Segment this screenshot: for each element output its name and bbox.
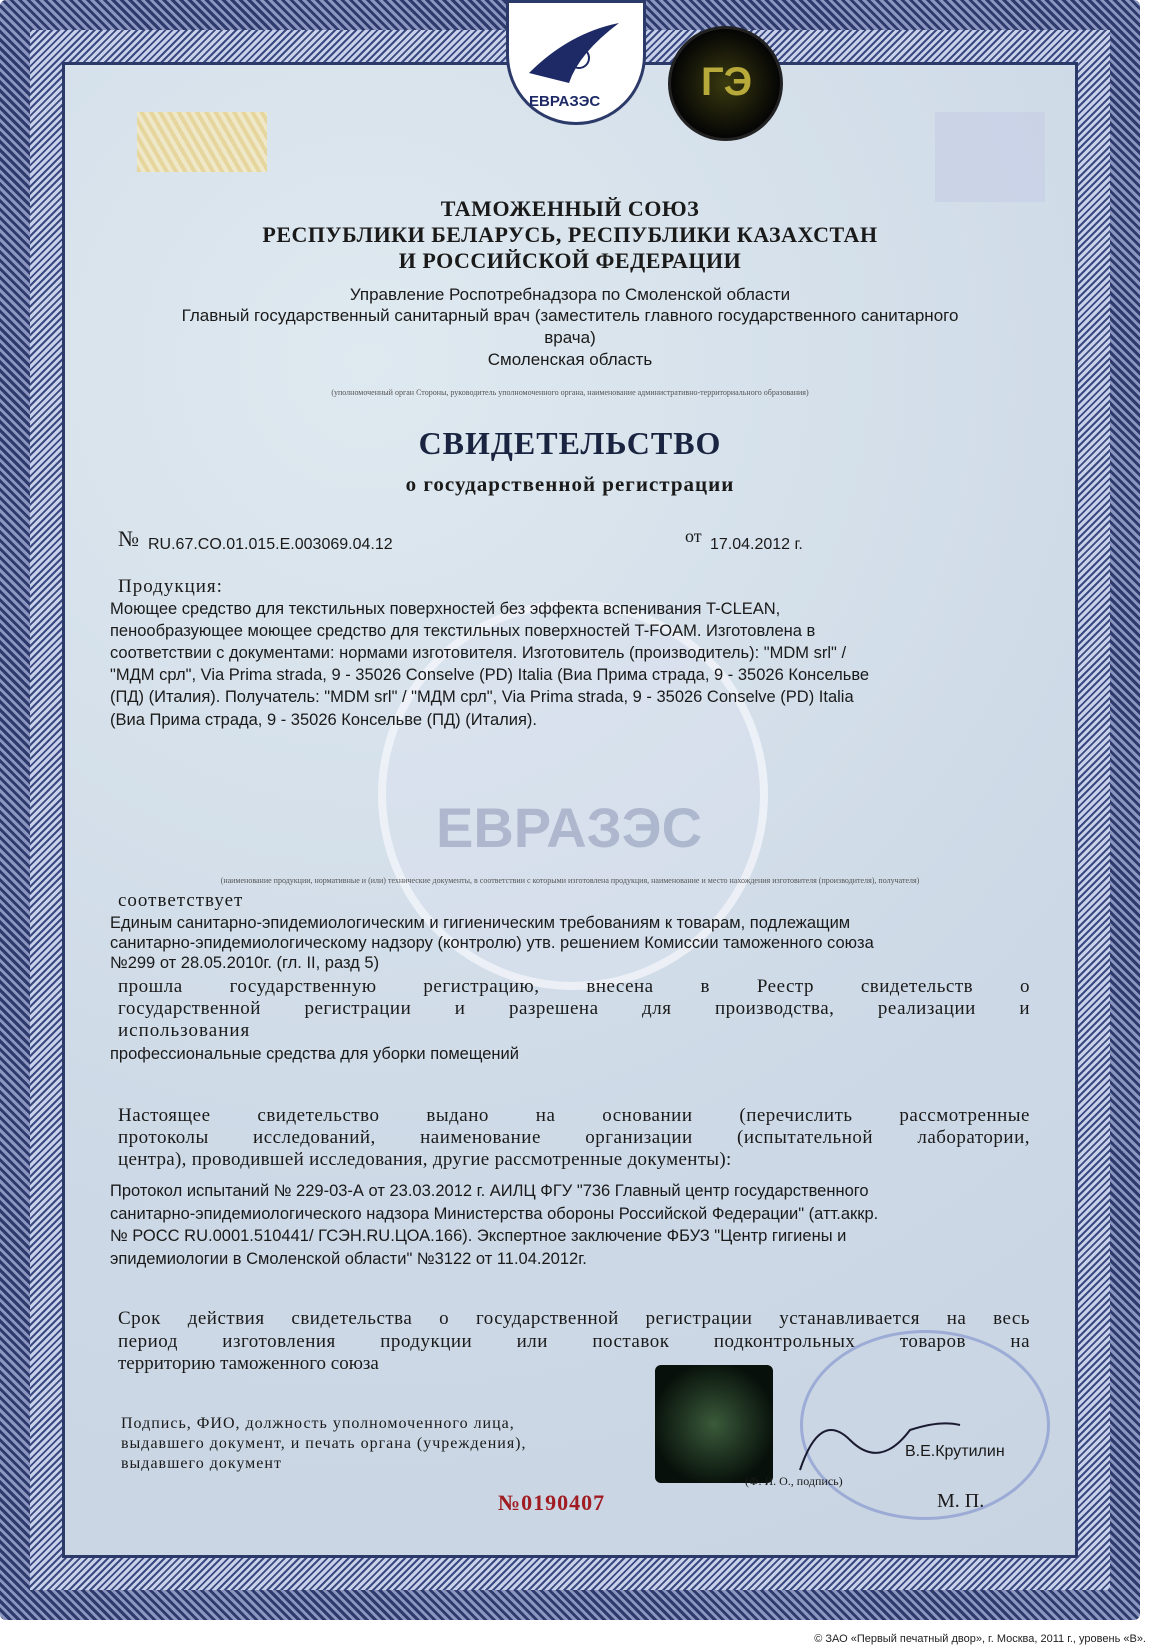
registration-date: 17.04.2012 г. xyxy=(710,536,803,553)
printer-footer: © ЗАО «Первый печатный двор», г. Москва, 2011 г., уровень «В». xyxy=(814,1633,1146,1645)
conformity-line: санитарно-эпидемиологическому надзору (контролю) утв. решением Комиссии таможенного союза xyxy=(110,934,874,952)
basis-line: санитарно-эпидемиологического надзора Министерства обороны Российской Федерации" (атт.аккр. xyxy=(110,1205,879,1223)
basis-line: эпидемиологии в Смоленской области" №3122 от 11.04.2012г. xyxy=(110,1250,587,1268)
handwritten-signature xyxy=(790,1400,990,1480)
registration-line: прошла государственную регистрацию, внесена в Реестр свидетельств о xyxy=(118,976,1030,997)
basis-label: Настоящее свидетельство выдано на основании (перечислить рассмотренные xyxy=(118,1105,1030,1126)
product-line: соответствии с документами: нормами изготовителя. Изготовитель (производитель): "MDM srl" / xyxy=(110,644,847,662)
basis-label: центра), проводившей исследования, другие рассмотренные документы): xyxy=(118,1149,732,1170)
authority-region: Смоленская область xyxy=(487,350,653,369)
usage-scope: профессиональные средства для уборки помещений xyxy=(110,1045,519,1063)
security-patch xyxy=(935,112,1045,202)
basis-label: протоколы исследований, наименование организации (испытательной лаборатории, xyxy=(118,1127,1030,1148)
signature-label: выдавшего документ, и печать органа (учреждения), xyxy=(121,1435,527,1452)
basis-line: № РОСС RU.0001.510441/ ГСЭН.RU.ЦОА.166). Экспертное заключение ФБУЗ "Центр гигиены и xyxy=(110,1227,847,1245)
product-line: "МДМ срл", Via Prima strada, 9 - 35026 Conselve (PD) Italia (Виа Прима страда, 9 - 35026 Консельве xyxy=(110,666,870,684)
product-line: пенообразующее моющее средство для текстильных поверхностей T-FOAM. Изготовлена в xyxy=(110,622,816,640)
conformity-line: №299 от 28.05.2010г. (гл. II, разд 5) xyxy=(110,954,380,972)
header-line-1: ТАМОЖЕННЫЙ СОЮЗ xyxy=(440,196,700,221)
hologram-strip xyxy=(137,112,267,172)
signatory-name: В.Е.Крутилин xyxy=(905,1443,1005,1460)
registration-line: государственной регистрации и разрешена для производства, реализации и xyxy=(118,998,1030,1019)
document-subtitle: о государственной регистрации xyxy=(405,472,735,496)
validity-line: территорию таможенного союза xyxy=(118,1353,379,1374)
hologram-seal-text: ГЭ xyxy=(701,60,753,104)
evrazes-label: ЕВРАЗЭС xyxy=(529,93,601,110)
authority-line-1: Управление Роспотребнадзора по Смоленской области xyxy=(349,285,791,304)
authority-caption: (уполномоченный орган Стороны, руководитель уполномоченного органа, наименование административно-территориального образования) xyxy=(331,388,809,397)
signature-label: Подпись, ФИО, должность уполномоченного лица, xyxy=(121,1415,515,1432)
document-title: СВИДЕТЕЛЬСТВО xyxy=(418,425,722,461)
hologram-seal xyxy=(668,26,783,141)
conformity-line: Единым санитарно-эпидемиологическим и гигиеническим требованиям к товарам, подлежащим xyxy=(110,914,851,932)
swoosh-icon xyxy=(509,13,643,93)
registration-line: использования xyxy=(118,1020,251,1041)
product-line: (ПД) (Италия). Получатель: "MDM srl" / "МДМ срл", Via Prima strada, 9 - 35026 Conselve (PD) Italia xyxy=(110,688,854,706)
authority-line-2: Главный государственный санитарный врач (заместитель главного государственного санитарного xyxy=(181,306,959,325)
product-caption: (наименование продукции, нормативные и (или) технические документы, в соответствии с которыми изготовлена продукция, наименование и место нахождения изготовителя (производителя), получателя) xyxy=(220,876,920,885)
date-label: от xyxy=(685,526,702,546)
authority-line-3: врача) xyxy=(544,328,596,347)
registration-number: RU.67.CO.01.015.E.003069.04.12 xyxy=(148,536,393,553)
serial-number: №0190407 xyxy=(498,1490,606,1515)
number-label: № xyxy=(118,526,139,551)
header-line-2: РЕСПУБЛИКИ БЕЛАРУСЬ, РЕСПУБЛИКИ КАЗАХСТАН xyxy=(262,222,878,247)
product-label: Продукция: xyxy=(118,576,223,597)
product-line: (Виа Прима страда, 9 - 35026 Консельве (ПД) (Италия). xyxy=(110,711,537,729)
watermark-label: ЕВРАЗЭС xyxy=(436,796,703,859)
validity-line: период изготовления продукции или поставок подконтрольных товаров на xyxy=(118,1331,1030,1352)
validity-line: Срок действия свидетельства о государственной регистрации устанавливается на весь xyxy=(118,1308,1030,1329)
header-line-3: И РОССИЙСКОЙ ФЕДЕРАЦИИ xyxy=(398,248,742,273)
conformity-label: соответствует xyxy=(118,890,244,911)
stamp-place: М. П. xyxy=(937,1490,985,1512)
basis-line: Протокол испытаний № 229-03-А от 23.03.2012 г. АИЛЦ ФГУ "736 Главный центр государственного xyxy=(110,1182,869,1200)
signature-caption: (Ф. И. О., подпись) xyxy=(745,1474,843,1488)
product-line: Моющее средство для текстильных поверхностей без эффекта вспенивания T-CLEAN, xyxy=(110,600,781,618)
signature-label: выдавшего документ xyxy=(121,1455,282,1472)
hologram-sticker xyxy=(655,1365,773,1483)
